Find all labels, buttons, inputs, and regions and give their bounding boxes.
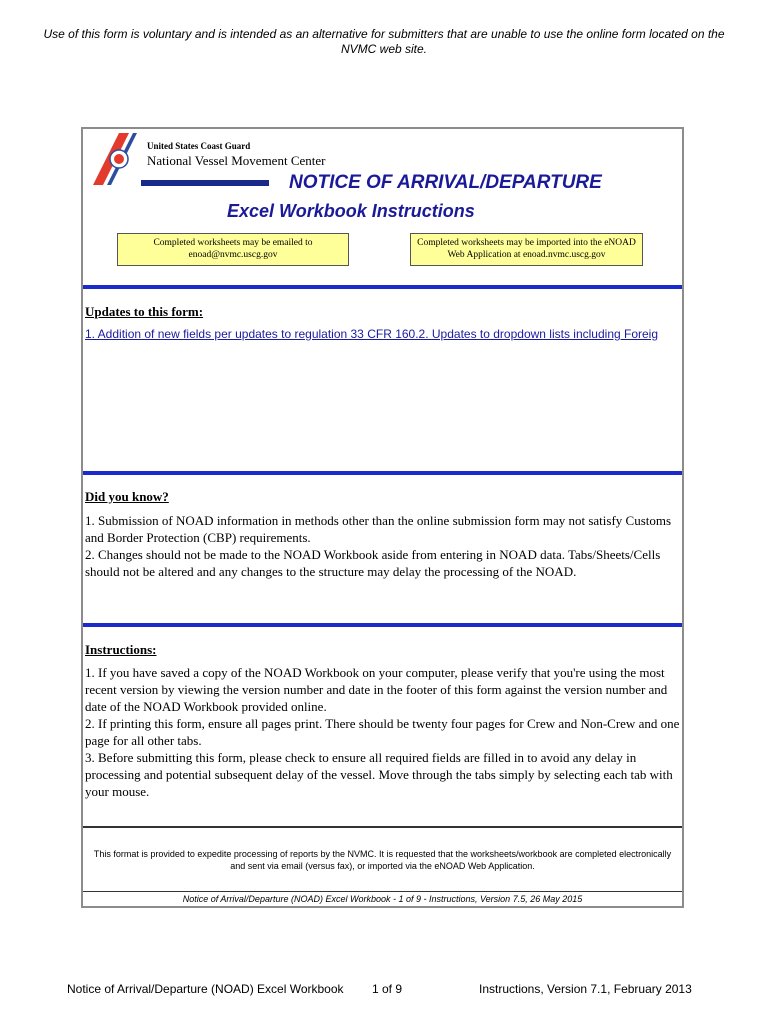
section-divider: [83, 471, 682, 475]
org-name-line1: United States Coast Guard: [147, 141, 251, 151]
updates-item[interactable]: 1. Addition of new fields per updates to regulation 33 CFR 160.2. Updates to dropdown lists including Foreig: [85, 327, 659, 341]
did-you-know-text: [85, 512, 680, 580]
page-number: 1 of 9: [372, 982, 403, 996]
form-title: NOTICE OF ARRIVAL/DEPARTURE: [289, 172, 602, 193]
instructions-text: [85, 664, 680, 800]
coast-guard-logo: [89, 133, 141, 185]
org-name-line2: National Vessel Movement Center: [147, 153, 326, 168]
section-divider: [83, 285, 682, 289]
instructions-heading: Instructions:: [85, 642, 157, 657]
page-footer-version: Instructions, Version 7.1, February 2013: [479, 982, 692, 996]
instructions-body: 1. If you have saved a copy of the NOAD Workbook on your computer, please verify that you're using the most recent version by viewing the version number and date in the footer of this form against the version number and date of the NOAD Workbook provided online. 2. If printing this form, ensure all pages print. There should be twenty four pages for Crew and Non-Crew and one page for all other tabs. 3. Before submitting this form, please check to ensure all required fields are filled in to avoid any delay in processing and potential subsequent delay of the vessel. Move through the tabs simply by selecting each tab with your mouse.: [85, 665, 680, 799]
form-subtitle: Excel Workbook Instructions: [227, 201, 475, 221]
import-submission-note: Completed worksheets may be imported into the eNOAD Web Application at enoad.nvmc.uscg.gov: [410, 233, 643, 266]
processing-notice-box: [83, 826, 682, 892]
updates-heading: Updates to this form:: [85, 304, 204, 319]
noad-instructions-form: [81, 127, 684, 908]
section-divider: [83, 623, 682, 627]
form-version-line: Notice of Arrival/Departure (NOAD) Excel Workbook - 1 of 9 - Instructions, Version 7.5, 26 May 2015: [83, 891, 682, 907]
form-header: [83, 129, 682, 287]
page-footer-title: Notice of Arrival/Departure (NOAD) Excel Workbook: [67, 982, 344, 996]
did-you-know-heading: Did you know?: [85, 489, 169, 504]
processing-notice: This format is provided to expedite processing of reports by the NVMC. It is requested that the worksheets/workbook are completed electronically and sent via email (versus fax), or imported via the eNOAD Web Application.: [93, 849, 672, 871]
voluntary-use-note: Use of this form is voluntary and is intended as an alternative for submitters that are unable to use the online form located on the NVMC web site.: [43, 27, 725, 56]
did-you-know-body: 1. Submission of NOAD information in methods other than the online submission form may not satisfy Customs and Border Protection (CBP) requirements. 2. Changes should not be made to the NOAD Workbook aside from entering in NOAD data. Tabs/Sheets/Cells should not be altered and any changes to the structure may delay the processing of the NOAD.: [85, 513, 672, 579]
header-accent-bar: [141, 180, 269, 186]
email-submission-note: Completed worksheets may be emailed to enoad@nvmc.uscg.gov: [117, 233, 349, 266]
